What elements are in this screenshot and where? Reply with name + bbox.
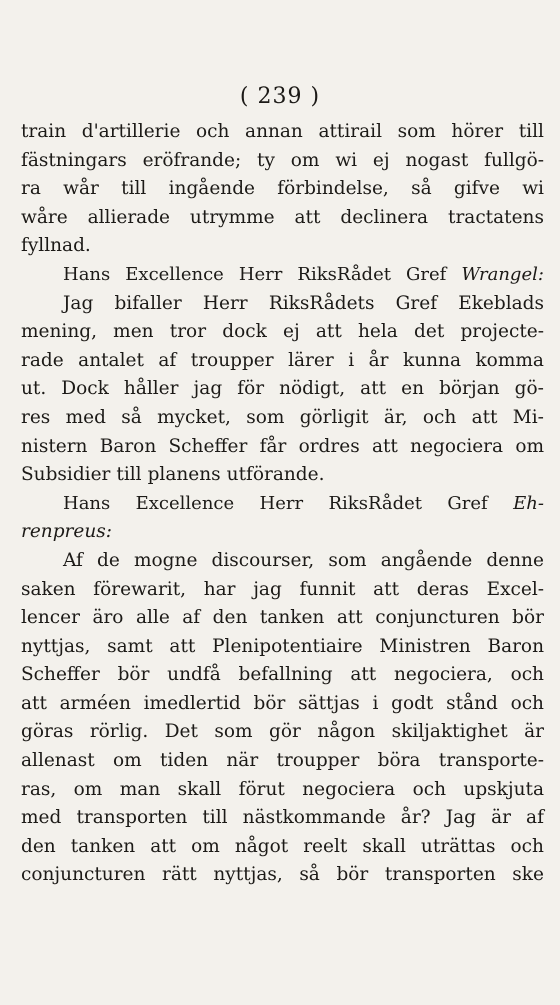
word: denne (486, 549, 544, 571)
word: bifaller (114, 292, 182, 314)
word: ordres (298, 435, 360, 457)
word: hela (358, 321, 398, 343)
word: lärer (288, 349, 334, 371)
text-line (21, 804, 544, 833)
word: troupper (190, 349, 274, 371)
word: gifve (453, 178, 500, 200)
word: tiden (160, 750, 209, 772)
word: Eh- (513, 492, 544, 514)
word: renpreus: (21, 521, 112, 543)
word: i (372, 692, 379, 714)
text-line (21, 633, 544, 662)
text-line (21, 347, 544, 376)
word: tanken (259, 607, 325, 629)
word: att (294, 206, 321, 228)
word: sättjas (298, 692, 360, 714)
word: Gref (447, 492, 488, 514)
word: nödigt, (279, 378, 346, 400)
word: saken (21, 578, 76, 600)
word: Herr (202, 292, 248, 314)
word: Af (63, 549, 83, 571)
word: och (422, 406, 457, 428)
word: ingående (168, 178, 255, 200)
text-line (21, 232, 544, 261)
word: och (510, 664, 544, 686)
word: mycket, (157, 406, 231, 428)
page-number: ( 239 ) (239, 84, 321, 109)
word: och (196, 121, 230, 142)
word: Excellence (125, 263, 224, 285)
word: Scheffer (21, 664, 100, 686)
word: att (360, 378, 387, 400)
word: ske (512, 864, 544, 886)
word: men (113, 321, 154, 343)
word: är (491, 807, 511, 829)
word: håller (123, 378, 179, 400)
word: Gref (395, 292, 438, 314)
word: uträttas (420, 835, 496, 857)
word: befallning (238, 664, 333, 686)
text-line (21, 204, 544, 233)
word: att (169, 635, 196, 657)
text-line (21, 661, 544, 690)
word: fullgö- (484, 149, 544, 171)
text-line (21, 290, 544, 319)
word: år? (400, 807, 431, 829)
text-line (21, 547, 544, 576)
word: bör (512, 607, 544, 629)
word: i (348, 349, 355, 371)
text-line (21, 147, 544, 176)
word: kunna (402, 349, 461, 371)
word: som (397, 121, 436, 142)
word: negociera (410, 435, 504, 457)
word: RiksRådet (328, 492, 423, 514)
word: jag (193, 378, 223, 400)
word: är, (383, 406, 408, 428)
word: fyllnad. (21, 235, 91, 257)
word: train (21, 121, 67, 142)
word: af (158, 349, 177, 371)
word: ra (21, 178, 41, 200)
word: Ekeblads (458, 292, 544, 314)
text-line (21, 433, 544, 462)
word: conjuncturen (21, 864, 146, 886)
word: negociera (302, 778, 396, 800)
word: böra (377, 750, 421, 772)
word: ej (283, 321, 300, 343)
word: samt (107, 635, 153, 657)
word: skall (177, 778, 222, 800)
text-line (21, 690, 544, 719)
word: att (150, 835, 177, 857)
word: nästkommande (242, 807, 386, 829)
word: att (471, 406, 498, 428)
word: med (21, 807, 62, 829)
word: ej (372, 149, 390, 171)
word: bör (253, 692, 286, 714)
word: jag (253, 578, 282, 600)
word: till (202, 807, 228, 829)
word: Excellence (135, 492, 235, 514)
word: troupper (276, 750, 360, 772)
word: komma (475, 349, 544, 371)
word: Ministren (379, 635, 471, 657)
word: dock (222, 321, 267, 343)
word: till (518, 121, 544, 142)
word: om (290, 149, 320, 171)
word: nyttjas, (213, 864, 283, 886)
word: eröfrande; (142, 149, 242, 171)
word: stånd (446, 692, 498, 714)
word: ty (257, 149, 275, 171)
word: skiljaktighet (391, 721, 508, 743)
word: alle (135, 607, 170, 629)
text-line (21, 518, 544, 547)
word: arméen (59, 692, 131, 714)
word: transporte- (438, 750, 544, 772)
word: att (373, 578, 400, 600)
word: som (328, 549, 367, 571)
word: förbindelse, (277, 178, 389, 200)
word: om (191, 835, 220, 857)
word: Jag (63, 292, 94, 314)
word: wi (335, 149, 358, 171)
word: funnit (299, 578, 356, 600)
word: och (510, 692, 544, 714)
word: tanken (70, 835, 136, 857)
word: imedlertid (143, 692, 241, 714)
word: RiksRådet (297, 263, 391, 285)
text-line (21, 747, 544, 776)
word: början (439, 378, 500, 400)
word: Jag (445, 807, 476, 829)
word: Excel- (486, 578, 544, 600)
word: transporten (384, 864, 496, 886)
word: som (214, 721, 253, 743)
word: år (368, 349, 389, 371)
word: annan (245, 121, 303, 142)
word: så (411, 178, 432, 200)
text-line (21, 576, 544, 605)
word: Gref (405, 263, 447, 285)
word: utförande. (226, 464, 325, 486)
text-line (21, 318, 544, 347)
word: Plenipotentiaire (212, 635, 363, 657)
word: discourser, (211, 549, 315, 571)
word: nistern (21, 435, 88, 457)
word: allierade (87, 206, 170, 228)
word: får (259, 435, 287, 457)
word: d'artillerie (81, 121, 181, 142)
word: res (21, 406, 51, 428)
word: ut. (21, 378, 47, 400)
word: wår (63, 178, 99, 200)
word: conjuncturen (375, 607, 500, 629)
word: nogast (405, 149, 469, 171)
word: declinera (340, 206, 429, 228)
text-line (21, 718, 544, 747)
text-line (21, 404, 544, 433)
word: den (212, 607, 248, 629)
word: RiksRådets (268, 292, 375, 314)
word: planens (147, 464, 221, 486)
word: Mi- (512, 406, 544, 428)
word: att (350, 664, 377, 686)
text-line (21, 861, 544, 890)
word: något (234, 835, 289, 857)
word: negociera, (393, 664, 493, 686)
word: och (412, 778, 447, 800)
word: och (510, 835, 544, 857)
word: hörer (451, 121, 504, 142)
word: med (65, 406, 106, 428)
word: gö- (514, 378, 544, 400)
text-line (21, 833, 544, 862)
word: undfå (167, 664, 221, 686)
word: gör (269, 721, 301, 743)
word: Wrangel: (461, 263, 544, 285)
word: tractatens (448, 206, 544, 228)
word: den (21, 835, 56, 857)
word: man (119, 778, 161, 800)
word: godt (391, 692, 434, 714)
word: om (515, 435, 544, 457)
word: Hans (63, 492, 111, 514)
word: som (246, 406, 285, 428)
word: rätt (162, 864, 197, 886)
word: Baron (99, 435, 157, 457)
word: mogne (134, 549, 198, 571)
word: förut (238, 778, 285, 800)
word: till (116, 464, 142, 486)
word: bör (336, 864, 369, 886)
word: rörlig. (89, 721, 149, 743)
word: lencer (21, 607, 80, 629)
word: Hans (63, 263, 111, 285)
word: bör (117, 664, 150, 686)
word: Subsidier (21, 464, 111, 486)
word: deras (416, 578, 469, 600)
word: så (121, 406, 142, 428)
text-line (21, 118, 544, 147)
word: Herr (238, 263, 283, 285)
word: så (299, 864, 320, 886)
word: om (113, 750, 142, 772)
word: af (182, 607, 201, 629)
text-line (21, 175, 544, 204)
word: när (226, 750, 259, 772)
word: Dock (61, 378, 109, 400)
word: tror (169, 321, 207, 343)
word: reelt (303, 835, 348, 857)
word: äro (92, 607, 124, 629)
word: utrymme (189, 206, 275, 228)
word: Scheffer (168, 435, 248, 457)
body-text (21, 118, 544, 890)
word: projecte- (460, 321, 544, 343)
text-line (21, 461, 544, 490)
word: att (21, 692, 47, 714)
word: göras (21, 721, 74, 743)
text-line (21, 604, 544, 633)
word: en (401, 378, 425, 400)
word: har (203, 578, 236, 600)
word: allenast (21, 750, 95, 772)
word: görligit (299, 406, 369, 428)
word: nyttjas, (21, 635, 91, 657)
word: Herr (259, 492, 304, 514)
word: wåre (21, 206, 68, 228)
word: upskjuta (463, 778, 544, 800)
word: de (97, 549, 120, 571)
speaker-line (21, 261, 544, 290)
word: skall (362, 835, 406, 857)
word: fästningars (21, 149, 127, 171)
word: förewarit, (93, 578, 187, 600)
word: till (121, 178, 147, 200)
word: för (237, 378, 265, 400)
word: det (414, 321, 445, 343)
word: wi (522, 178, 544, 200)
word: att (371, 435, 398, 457)
word: rade (21, 349, 64, 371)
word: angående (380, 549, 473, 571)
word: om (73, 778, 103, 800)
word: Det (164, 721, 198, 743)
word: ras, (21, 778, 57, 800)
word: transporten (76, 807, 188, 829)
word: Baron (487, 635, 544, 657)
word: mening, (21, 321, 97, 343)
text-line (21, 776, 544, 805)
word: att (315, 321, 342, 343)
word: någon (317, 721, 376, 743)
text-line (21, 375, 544, 404)
word: attirail (318, 121, 382, 142)
word: af (526, 807, 544, 829)
word: antalet (78, 349, 144, 371)
word: är (524, 721, 544, 743)
speaker-line (21, 490, 544, 519)
word: att (336, 607, 363, 629)
